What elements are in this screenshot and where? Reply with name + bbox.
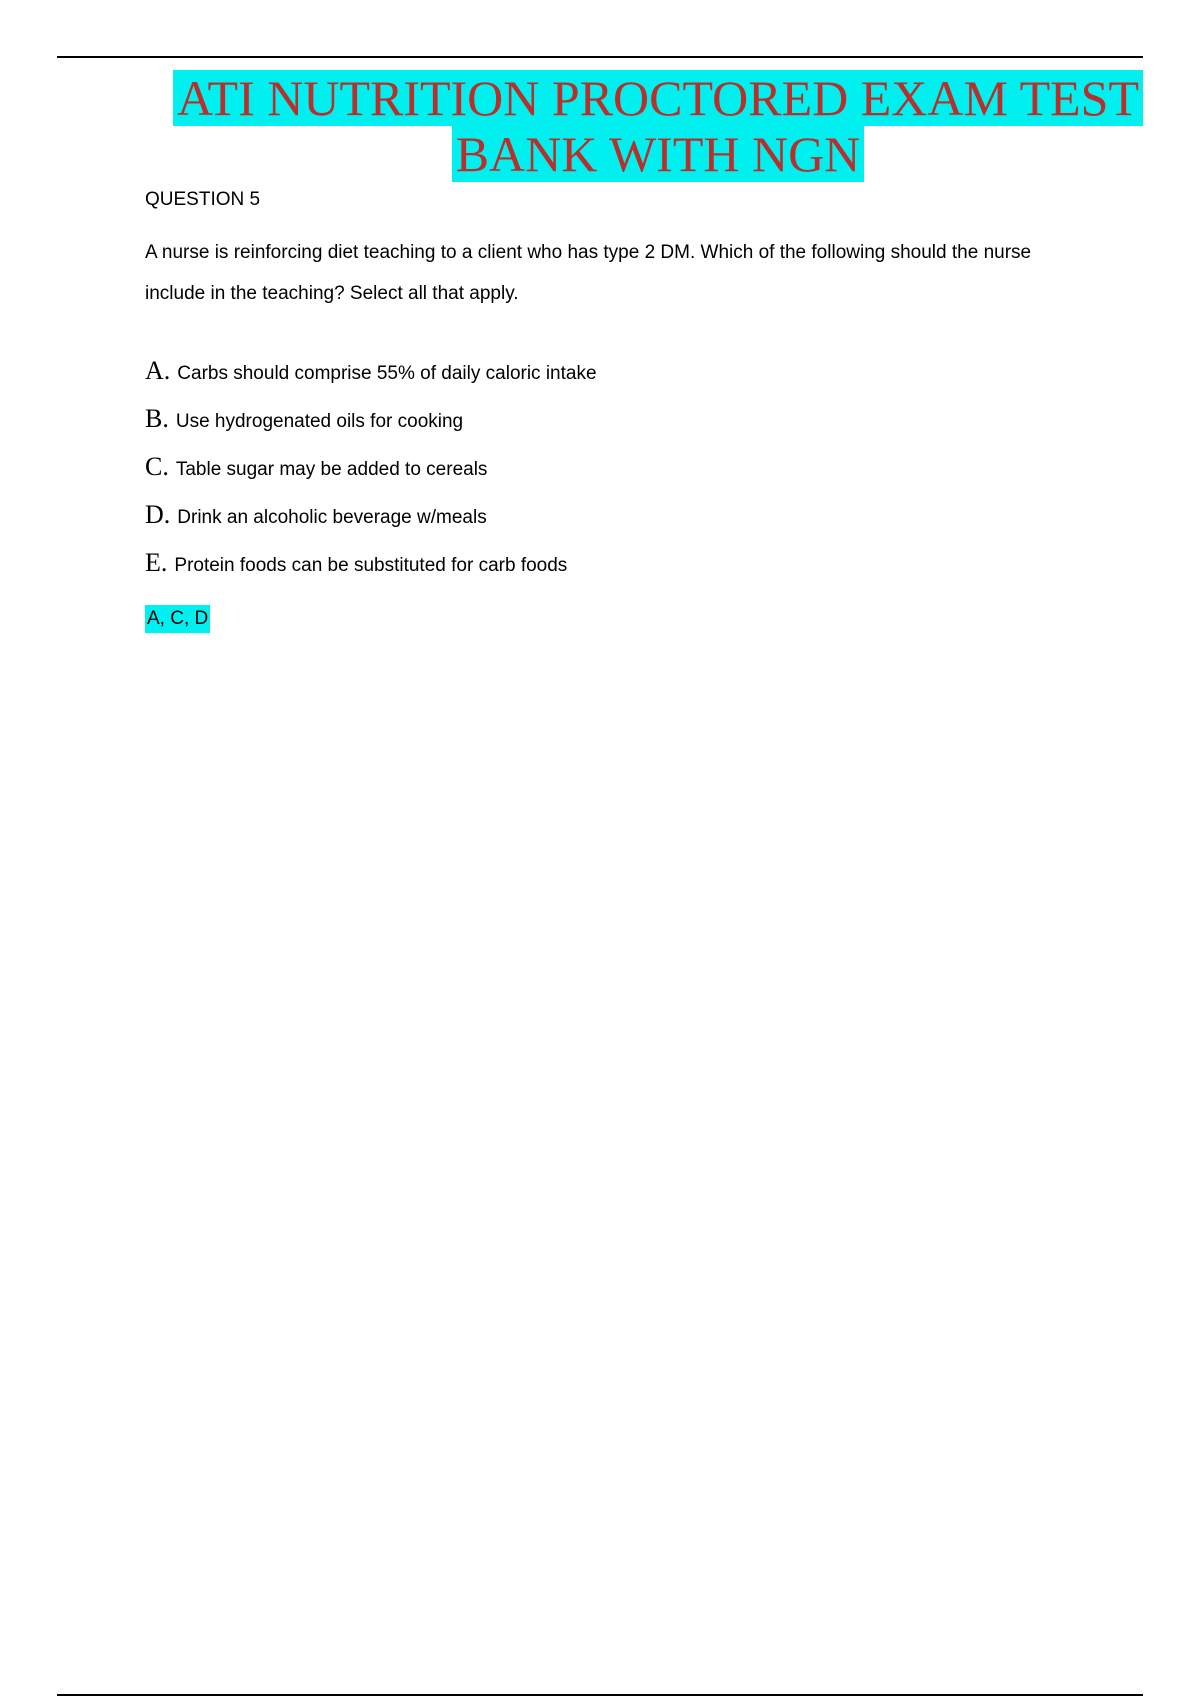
option-text: Carbs should comprise 55% of daily caloric intake [177,363,597,384]
title-line-2: BANK WITH NGN [452,126,865,182]
option-text: Drink an alcoholic beverage w/meals [177,507,487,528]
option-b [145,404,597,452]
option-a [145,356,597,404]
document-title [145,70,1171,182]
bottom-rule [57,1694,1143,1696]
option-d [145,500,597,548]
option-text: Table sugar may be added to cereals [175,459,488,480]
option-letter: E. [145,548,168,577]
option-letter: B. [145,404,169,433]
option-letter: D. [145,500,171,529]
option-text: Protein foods can be substituted for carb foods [174,555,568,576]
question-stem: A nurse is reinforcing diet teaching to a client who has type 2 DM. Which of the following should the nurse include in the teaching? Select all that apply. [145,242,1032,304]
question-label: QUESTION 5 [145,189,261,210]
option-c [145,452,597,500]
answer-options [145,356,597,596]
option-e [145,548,597,596]
answer-key: A, C, D [145,605,210,633]
title-line-1: ATI NUTRITION PROCTORED EXAM TEST [173,70,1143,126]
top-rule [57,56,1143,58]
option-letter: C. [145,452,169,481]
option-letter: A. [145,356,171,385]
option-text: Use hydrogenated oils for cooking [175,411,464,432]
